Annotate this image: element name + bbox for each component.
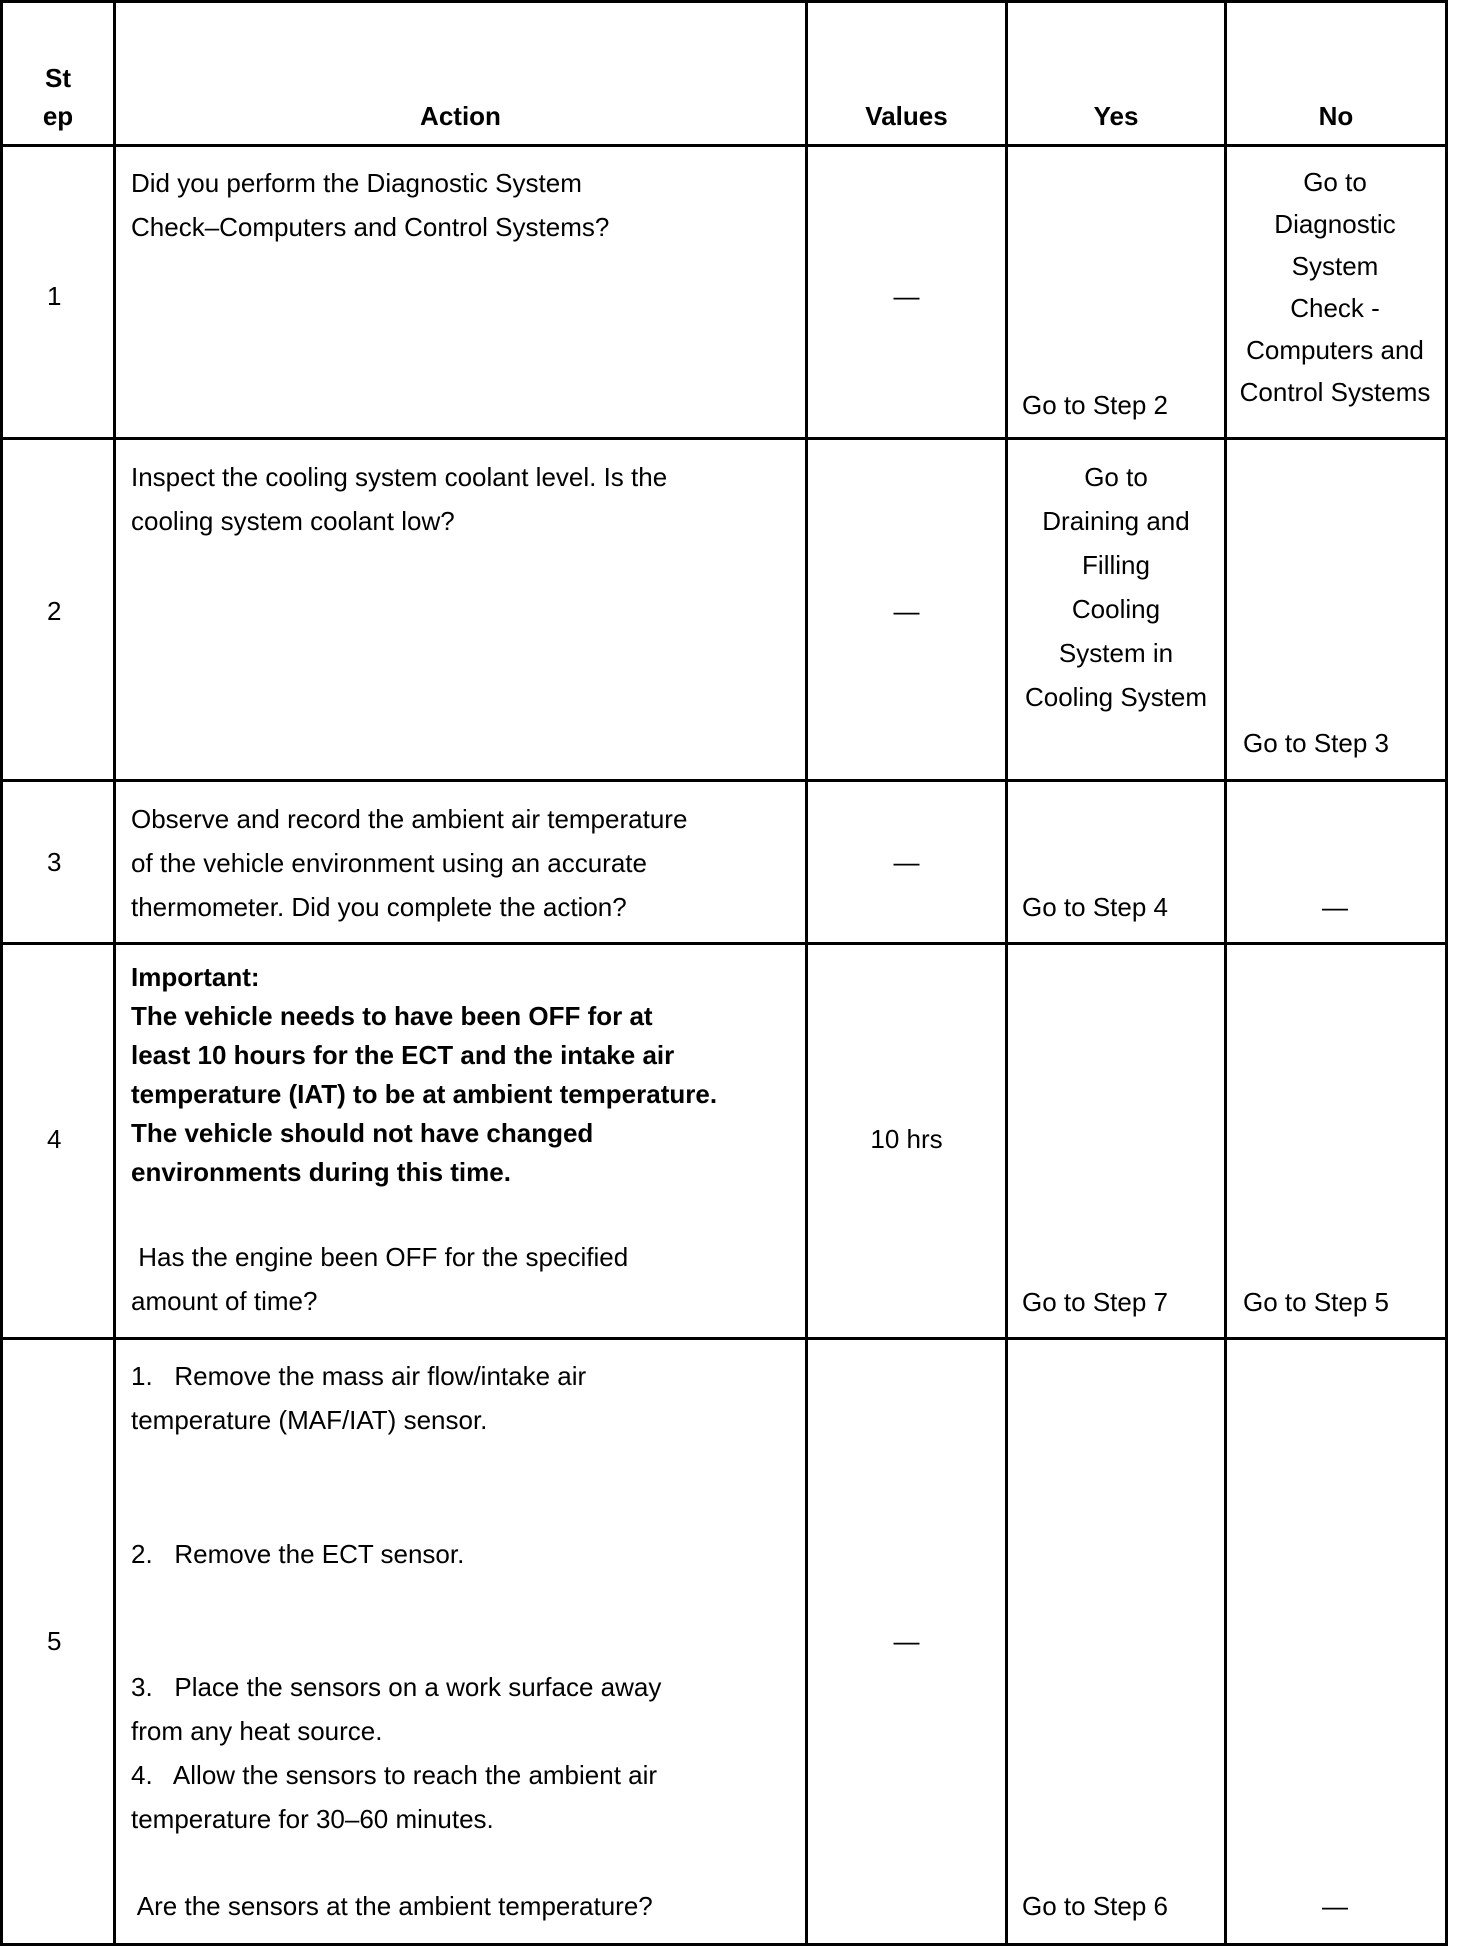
yes-text: Go to Step 2 bbox=[1022, 390, 1168, 420]
step-number: 3 bbox=[47, 847, 62, 877]
no-line: Control Systems bbox=[1239, 377, 1431, 407]
action-line: of the vehicle environment using an accurate bbox=[131, 848, 647, 878]
row-divider bbox=[0, 779, 1448, 782]
yes-text: Go to Step 4 bbox=[1022, 892, 1168, 922]
value-text: — bbox=[893, 1626, 920, 1656]
no-line: Diagnostic bbox=[1274, 209, 1396, 239]
no-line: Check - bbox=[1290, 293, 1380, 323]
value-text: 10 hrs bbox=[870, 1124, 943, 1154]
header-step bbox=[3, 59, 113, 135]
action-line: amount of time? bbox=[131, 1286, 318, 1316]
row-divider bbox=[0, 1337, 1448, 1340]
yes-line: Cooling bbox=[1071, 594, 1161, 624]
yes-text: Go to Step 6 bbox=[1022, 1891, 1168, 1921]
no-text: — bbox=[1322, 892, 1348, 922]
no-line: System bbox=[1291, 251, 1379, 281]
step-number: 1 bbox=[47, 281, 62, 311]
column-divider bbox=[113, 0, 116, 1946]
action-line: 1. Remove the mass air flow/intake air bbox=[131, 1361, 587, 1391]
step-number: 2 bbox=[47, 596, 62, 626]
action-line: cooling system coolant low? bbox=[131, 506, 455, 536]
value-text: — bbox=[893, 596, 920, 626]
yes-line: Cooling System bbox=[1024, 682, 1208, 712]
action-text bbox=[131, 797, 687, 929]
step-number: 4 bbox=[47, 1124, 62, 1154]
header-action: Action bbox=[420, 101, 501, 131]
step-number: 5 bbox=[47, 1626, 62, 1656]
row-divider bbox=[0, 437, 1448, 440]
no-text: — bbox=[1322, 1891, 1348, 1921]
action-line: temperature for 30–60 minutes. bbox=[131, 1804, 494, 1834]
important-line: environments during this time. bbox=[131, 1157, 511, 1187]
yes-text: Go to Step 7 bbox=[1022, 1287, 1168, 1317]
action-text bbox=[131, 455, 667, 543]
yes-line: Draining and bbox=[1042, 506, 1190, 536]
action-item-3 bbox=[131, 1665, 661, 1753]
action-line: from any heat source. bbox=[131, 1716, 383, 1746]
important-line: The vehicle should not have changed bbox=[131, 1118, 594, 1148]
action-line: Did you perform the Diagnostic System bbox=[131, 168, 582, 198]
action-line: Check–Computers and Control Systems? bbox=[131, 212, 610, 242]
action-line: Has the engine been OFF for the specified bbox=[131, 1242, 629, 1272]
important-line: temperature (IAT) to be at ambient temperature. bbox=[131, 1079, 718, 1109]
important-note bbox=[131, 958, 717, 1192]
value-text: — bbox=[893, 847, 920, 877]
action-line: Observe and record the ambient air temperature bbox=[131, 804, 688, 834]
action-item-2: 2. Remove the ECT sensor. bbox=[131, 1539, 465, 1569]
table-border-top bbox=[0, 0, 1448, 3]
action-question: Are the sensors at the ambient temperature? bbox=[131, 1891, 653, 1921]
no-line: Computers and bbox=[1246, 335, 1424, 365]
value-text: — bbox=[893, 281, 920, 311]
action-item-1 bbox=[131, 1354, 586, 1442]
no-line: Go to bbox=[1303, 167, 1367, 197]
action-line: Inspect the cooling system coolant level. Is the bbox=[131, 462, 668, 492]
important-line: least 10 hours for the ECT and the intake air bbox=[131, 1040, 675, 1070]
table-border-bottom bbox=[0, 1943, 1448, 1946]
yes-line: System in bbox=[1058, 638, 1174, 668]
yes-text bbox=[1008, 455, 1224, 719]
table-border-right bbox=[1445, 0, 1448, 1946]
yes-line: Go to bbox=[1084, 462, 1148, 492]
yes-line: Filling bbox=[1082, 550, 1150, 580]
header-values: Values bbox=[865, 101, 948, 131]
column-divider bbox=[1005, 0, 1008, 1946]
action-text bbox=[131, 1235, 628, 1323]
action-line: 4. Allow the sensors to reach the ambient air bbox=[131, 1760, 658, 1790]
header-no: No bbox=[1318, 101, 1354, 131]
no-text: Go to Step 3 bbox=[1243, 728, 1389, 758]
no-text bbox=[1227, 161, 1443, 413]
action-line: 3. Place the sensors on a work surface away bbox=[131, 1672, 662, 1702]
header-step-line: St bbox=[45, 63, 71, 93]
row-divider bbox=[0, 942, 1448, 945]
important-line: Important: bbox=[131, 962, 260, 992]
action-item-4 bbox=[131, 1753, 657, 1841]
action-text bbox=[131, 161, 609, 249]
header-yes: Yes bbox=[1093, 101, 1139, 131]
no-text: Go to Step 5 bbox=[1243, 1287, 1389, 1317]
table-border-left bbox=[0, 0, 3, 1946]
action-line: temperature (MAF/IAT) sensor. bbox=[131, 1405, 488, 1435]
header-step-line: ep bbox=[42, 101, 74, 131]
important-line: The vehicle needs to have been OFF for at bbox=[131, 1001, 653, 1031]
row-divider bbox=[0, 144, 1448, 147]
action-line: thermometer. Did you complete the action? bbox=[131, 892, 627, 922]
